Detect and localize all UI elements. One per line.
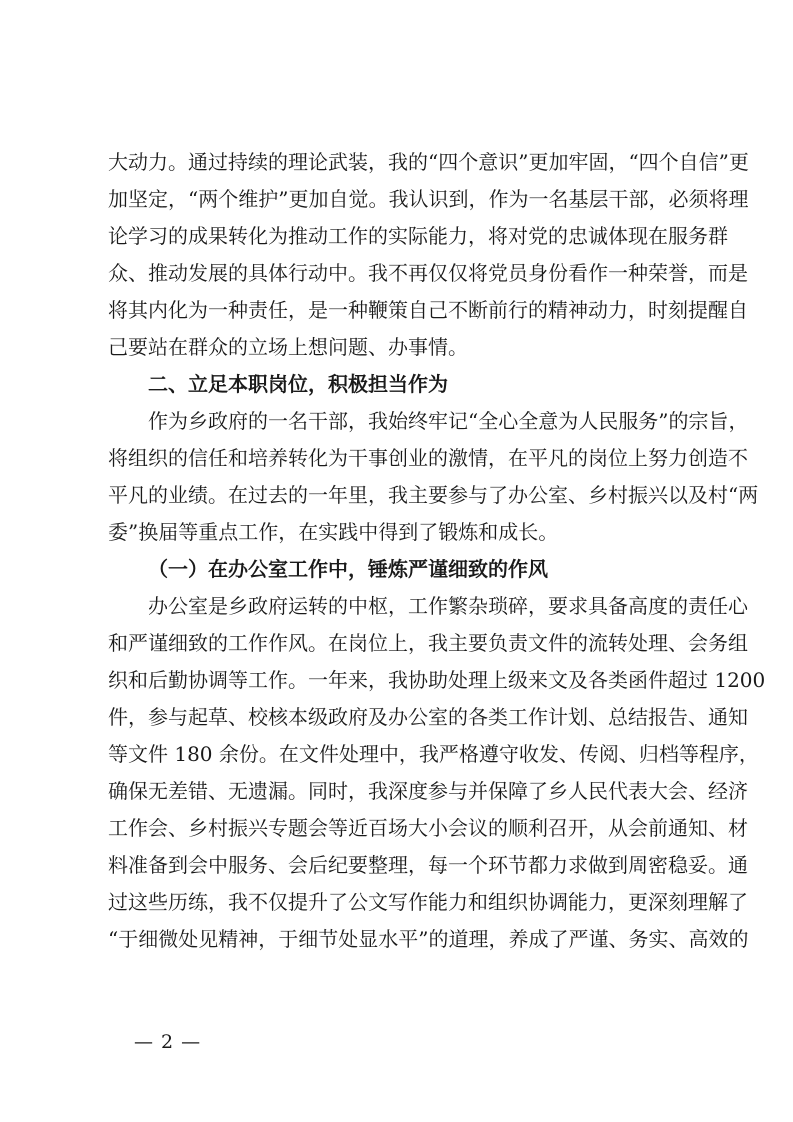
paragraph-line: 和严谨细致的工作作风。在岗位上，我主要负责文件的流转处理、会务组 (108, 631, 748, 655)
paragraph-line: 料准备到会中服务、会后纪要整理，每一个环节都力求做到周密稳妥。通 (108, 853, 748, 877)
paragraph-line: 委”换届等重点工作，在实践中得到了锻炼和成长。 (108, 520, 559, 544)
page-number: — 2 — (134, 1031, 202, 1053)
paragraph-line: 办公室是乡政府运转的中枢，工作繁杂琐碎，要求具备高度的责任心 (148, 594, 748, 618)
paragraph-line: “于细微处见精神，于细节处显水平”的道理，养成了严谨、务实、高效的 (108, 927, 749, 951)
paragraph-line: 织和后勤协调等工作。一年来，我协助处理上级来文及各类函件超过 1200 (108, 668, 766, 692)
paragraph-line: 己要站在群众的立场上想问题、办事情。 (108, 335, 468, 359)
paragraph-line: 众、推动发展的具体行动中。我不再仅仅将党员身份看作一种荣誉，而是 (108, 261, 748, 285)
paragraph-line: 等文件 180 余份。在文件处理中，我严格遵守收发、传阅、归档等程序， (108, 742, 759, 766)
subsection-heading: （一）在办公室工作中，锤炼严谨细致的作风 (148, 557, 548, 581)
paragraph-line: 过这些历练，我不仅提升了公文写作能力和组织协调能力，更深刻理解了 (108, 890, 748, 914)
paragraph-line: 工作会、乡村振兴专题会等近百场大小会议的顺利召开，从会前通知、材 (108, 816, 748, 840)
paragraph-line: 平凡的业绩。在过去的一年里，我主要参与了办公室、乡村振兴以及村“两 (108, 483, 759, 507)
paragraph-line: 论学习的成果转化为推动工作的实际能力，将对党的忠诚体现在服务群 (108, 224, 728, 248)
paragraph-line: 确保无差错、无遗漏。同时，我深度参与并保障了乡人民代表大会、经济 (108, 779, 748, 803)
paragraph-line: 作为乡政府的一名干部，我始终牢记“全心全意为人民服务”的宗旨， (148, 409, 749, 433)
paragraph-line: 大动力。通过持续的理论武装，我的“四个意识”更加牢固，“四个自信”更 (108, 150, 749, 174)
paragraph-line: 件，参与起草、校核本级政府及办公室的各类工作计划、总结报告、通知 (108, 705, 748, 729)
paragraph-line: 加坚定，“两个维护”更加自觉。我认识到，作为一名基层干部，必须将理 (108, 187, 749, 211)
paragraph-line: 将组织的信任和培养转化为干事创业的激情，在平凡的岗位上努力创造不 (108, 446, 748, 470)
document-body (108, 144, 766, 958)
paragraph-line: 将其内化为一种责任，是一种鞭策自己不断前行的精神动力，时刻提醒自 (108, 298, 748, 322)
section-heading: 二、立足本职岗位，积极担当作为 (148, 372, 448, 396)
